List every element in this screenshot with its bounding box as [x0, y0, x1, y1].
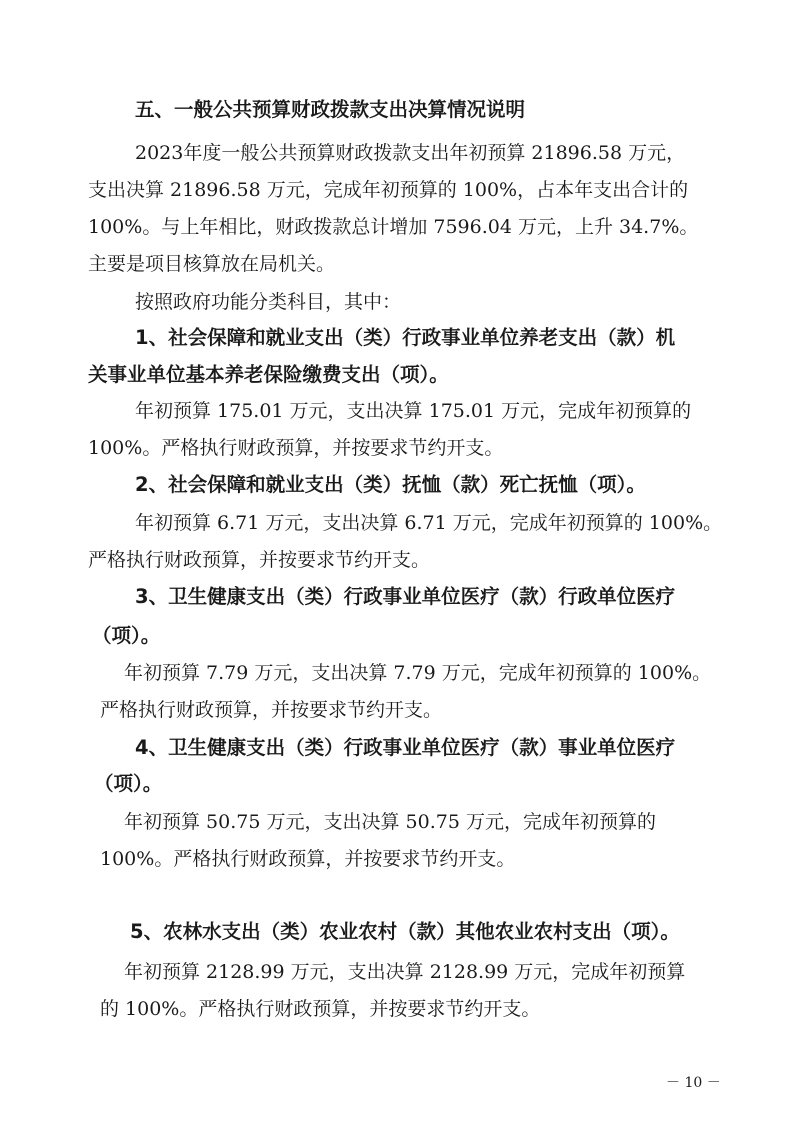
- item-2-body-line-2: 严格执行财政预算，并按要求节约开支。: [88, 549, 431, 571]
- item-5-body-line-1: 年初预算 2128.99 万元，支出决算 2128.99 万元，完成年初预算: [124, 961, 686, 983]
- intro-line-4: 主要是项目核算放在局机关。: [88, 253, 336, 275]
- item-1-body-line-1: 年初预算 175.01 万元，支出决算 175.01 万元，完成年初预算的: [135, 400, 692, 422]
- intro-line-2: 支出决算 21896.58 万元，完成年初预算的 100%，占本年支出合计的: [88, 179, 689, 201]
- item-5-body-line-2: 的 100%。严格执行财政预算，并按要求节约开支。: [100, 998, 541, 1020]
- item-4-heading-line-2: （项）。: [94, 772, 163, 795]
- item-3-heading-line-2: （项）。: [92, 624, 161, 647]
- item-5-heading: 5、农林水支出（类）农业农村（款）其他农业农村支出（项）。: [130, 920, 680, 943]
- intro-line-3: 100%。与上年相比，财政拨款总计增加 7596.04 万元，上升 34.7%。: [88, 216, 699, 238]
- item-1-heading-line-1: 1、社会保障和就业支出（类）行政事业单位养老支出（款）机: [135, 326, 676, 349]
- item-3-body-line-2: 严格执行财政预算，并按要求节约开支。: [100, 699, 443, 721]
- item-1-body-line-2: 100%。严格执行财政预算，并按要求节约开支。: [88, 437, 504, 459]
- item-3-body-line-1: 年初预算 7.79 万元，支出决算 7.79 万元，完成年初预算的 100%。: [124, 662, 712, 684]
- item-4-body-line-1: 年初预算 50.75 万元，支出决算 50.75 万元，完成年初预算的: [124, 811, 656, 833]
- item-2-body-line-1: 年初预算 6.71 万元，支出决算 6.71 万元，完成年初预算的 100%。: [135, 512, 723, 534]
- item-4-body-line-2: 100%。严格执行财政预算，并按要求节约开支。: [100, 848, 516, 870]
- page-number: － 10 －: [666, 1075, 721, 1091]
- intro-line-1: 2023年度一般公共预算财政拨款支出年初预算 21896.58 万元，: [135, 142, 686, 164]
- classification-intro: 按照政府功能分类科目，其中：: [135, 291, 402, 313]
- item-4-heading-line-1: 4、卫生健康支出（类）行政事业单位医疗（款）事业单位医疗: [135, 736, 676, 759]
- item-2-heading: 2、社会保障和就业支出（类）抚恤（款）死亡抚恤（项）。: [135, 473, 646, 496]
- section-title: 五、一般公共预算财政拨款支出决算情况说明: [135, 98, 526, 121]
- item-1-heading-line-2: 关事业单位基本养老保险缴费支出（项）。: [88, 363, 449, 386]
- item-3-heading-line-1: 3、卫生健康支出（类）行政事业单位医疗（款）行政单位医疗: [135, 585, 676, 608]
